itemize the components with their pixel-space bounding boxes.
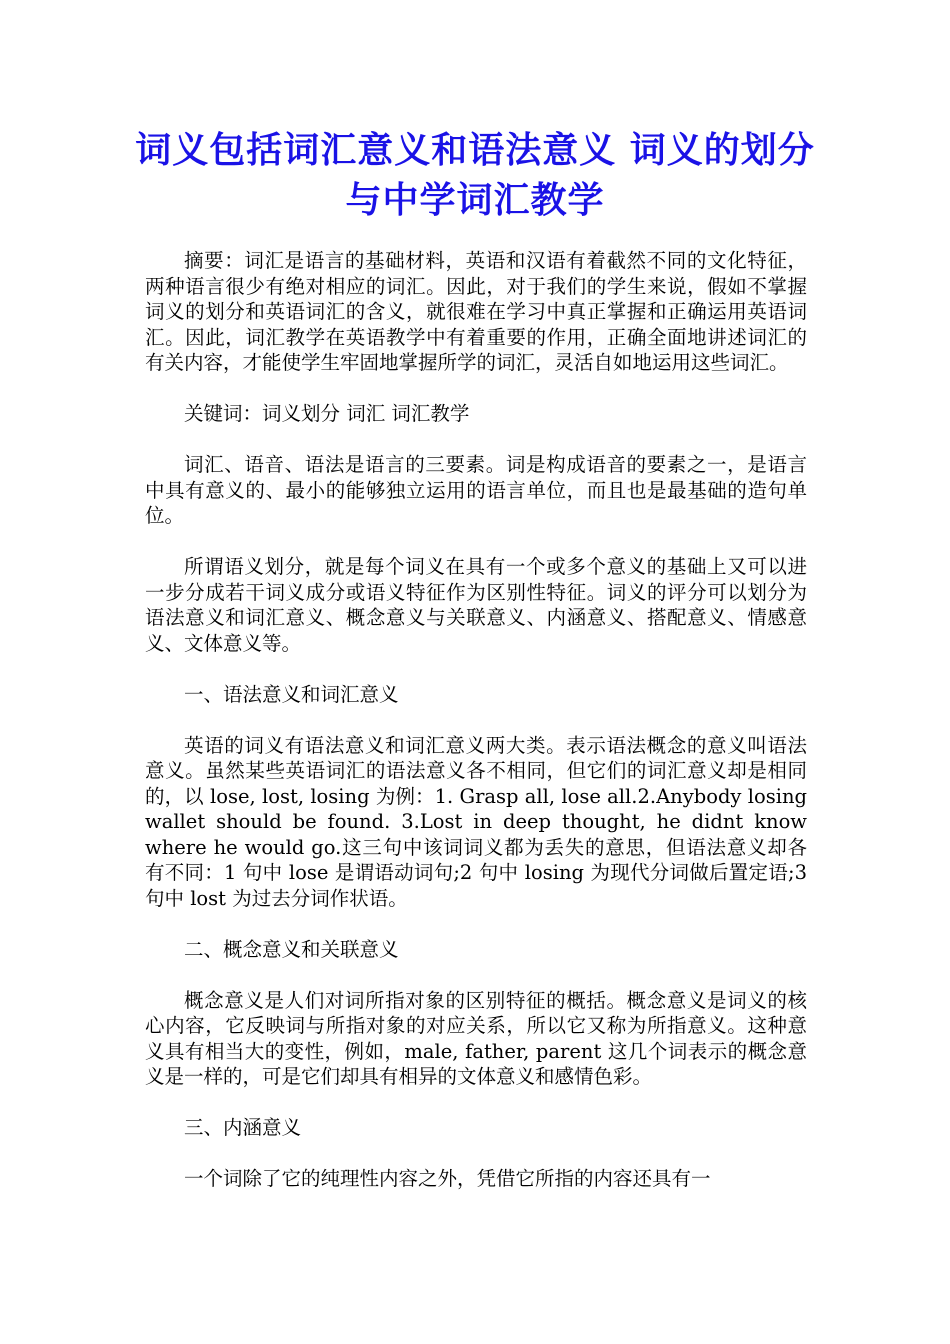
- paragraph-2: 所谓语义划分，就是每个词义在具有一个或多个意义的基础上又可以进一步分成若干词义成分或语义特征作为区别性特征。词义的评分可以划分为语法意义和词汇意义、概念意义与关联意义、内涵意义、搭配意义、情感意义、文体意义等。: [145, 555, 807, 655]
- document-body: [145, 248, 807, 1217]
- section-heading-1: 一、语法意义和词汇意义: [184, 682, 399, 706]
- abstract-paragraph: 摘要：词汇是语言的基础材料，英语和汉语有着截然不同的文化特征，两种语言很少有绝对相应的词汇。因此，对于我们的学生来说，假如不掌握词义的划分和英语词汇的含义，就很难在学习中真正掌握和正确运用英语词汇。因此，词汇教学在英语教学中有着重要的作用，正确全面地讲述词汇的有关内容，才能使学生牢固地掌握所学的词汇，灵活自如地运用这些词汇。: [145, 249, 807, 374]
- paragraph-1: 词汇、语音、语法是语言的三要素。词是构成语音的要素之一，是语言中具有意义的、最小的能够独立运用的语言单位，而且也是最基础的造句单位。: [145, 453, 807, 527]
- paragraph-5: 一个词除了它的纯理性内容之外，凭借它所指的内容还具有一: [184, 1167, 711, 1190]
- paragraph-3: 英语的词义有语法意义和词汇意义两大类。表示语法概念的意义叫语法意义。虽然某些英语词汇的语法意义各不相同，但它们的词汇意义却是相同的，以 lose, lost, losing 为例：1. Grasp all, lose all.2.Anybody losing wallet should be found. 3.Lost in deep thought, he didnt know where he would go.这三句中该词词义都为丢失的意思，但语法意义却各有不同：1 句中 lose 是谓语动词句;2 句中 losing 为现代分词做后置定语;3 句中 lost 为过去分词作状语。: [145, 733, 807, 910]
- section-heading-3: 三、内涵意义: [184, 1116, 302, 1139]
- keywords-line: 关键词：词义划分 词汇 词汇教学: [184, 402, 470, 425]
- section-heading-2: 二、概念意义和关联意义: [184, 937, 399, 961]
- paragraph-4: 概念意义是人们对词所指对象的区别特征的概括。概念意义是词义的核心内容，它反映词与所指对象的对应关系，所以它又称为所指意义。这种意义具有相当大的变性，例如，male, father, parent 这几个词表示的概念意义是一样的，可是它们却具有相异的文体意义和感情色彩。: [145, 988, 807, 1088]
- document-title: 词义包括词汇意义和语法意义 词义的划分与中学词汇教学: [135, 130, 815, 221]
